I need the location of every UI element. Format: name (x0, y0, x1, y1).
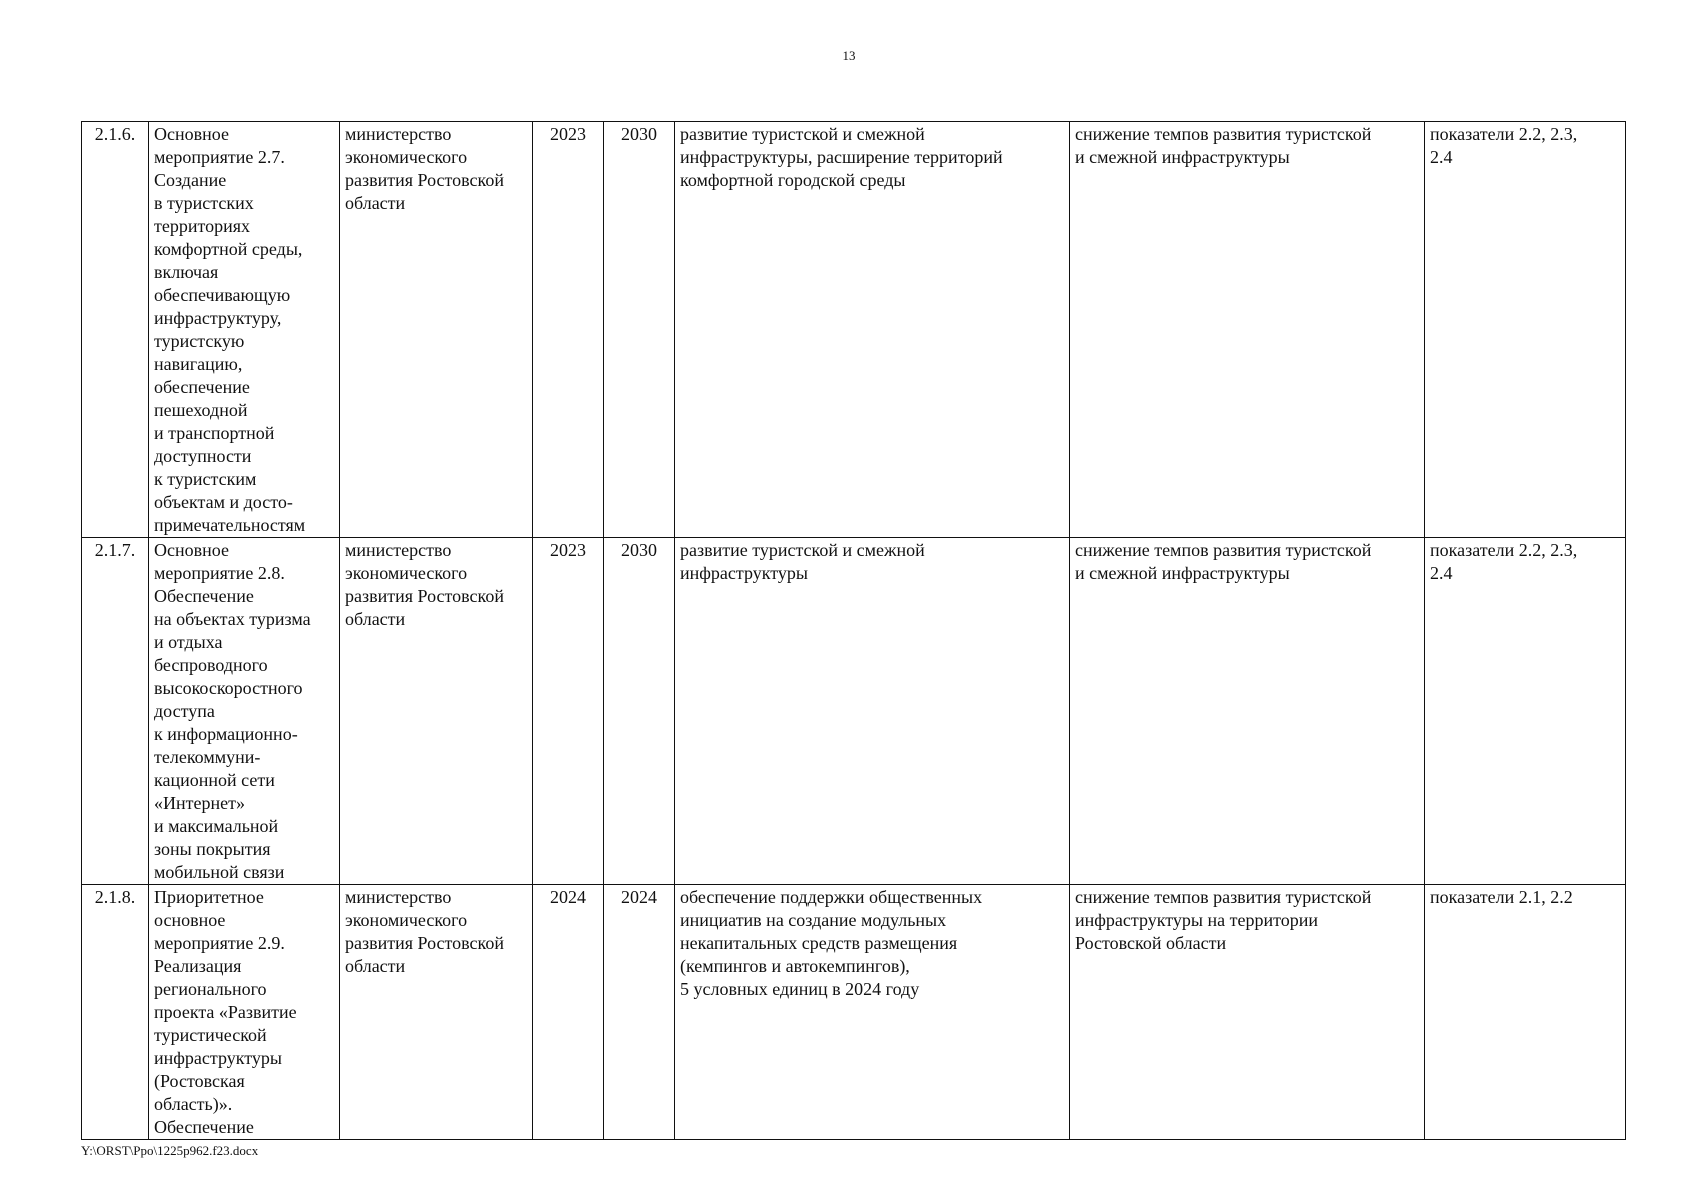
start-year: 2024 (533, 885, 604, 1140)
consequence: снижение темпов развития туристской инфраструктуры на территории Ростовской области (1070, 885, 1425, 1140)
row-number: 2.1.7. (82, 538, 149, 885)
executor: министерство экономического развития Ростовской области (340, 538, 533, 885)
consequence: снижение темпов развития туристской и смежной инфраструктуры (1070, 538, 1425, 885)
indicators: показатели 2.2, 2.3, 2.4 (1425, 538, 1626, 885)
expected-result: развитие туристской и смежной инфраструктуры (675, 538, 1070, 885)
measure-name: Приоритетное основное мероприятие 2.9. Реализация регионального проекта «Развитие туристической инфраструктуры (Ростовская область)». Обеспечение (149, 885, 340, 1140)
table-row (82, 885, 1626, 1140)
executor: министерство экономического развития Ростовской области (340, 122, 533, 538)
measures-table (81, 121, 1626, 1140)
expected-result: обеспечение поддержки общественных инициатив на создание модульных некапитальных средств размещения (кемпингов и автокемпингов), 5 условных единиц в 2024 году (675, 885, 1070, 1140)
end-year: 2030 (604, 538, 675, 885)
table-row (82, 122, 1626, 538)
consequence: снижение темпов развития туристской и смежной инфраструктуры (1070, 122, 1425, 538)
table-row (82, 538, 1626, 885)
end-year: 2030 (604, 122, 675, 538)
measure-name: Основное мероприятие 2.7. Создание в туристских территориях комфортной среды, включая обеспечивающую инфраструктуру, туристскую навигацию, обеспечение пешеходной и транспортной доступности к туристским объектам и досто- примечательностям (149, 122, 340, 538)
start-year: 2023 (533, 122, 604, 538)
executor: министерство экономического развития Ростовской области (340, 885, 533, 1140)
indicators: показатели 2.1, 2.2 (1425, 885, 1626, 1140)
page-number: 13 (842, 48, 856, 63)
file-path-footer: Y:\ORST\Ppo\1225p962.f23.docx (81, 1143, 259, 1158)
measure-name: Основное мероприятие 2.8. Обеспечение на объектах туризма и отдыха беспроводного высокоскоростного доступа к информационно- телекоммуни- кационной сети «Интернет» и максимальной зоны покрытия мобильной связи (149, 538, 340, 885)
indicators: показатели 2.2, 2.3, 2.4 (1425, 122, 1626, 538)
start-year: 2023 (533, 538, 604, 885)
row-number: 2.1.8. (82, 885, 149, 1140)
end-year: 2024 (604, 885, 675, 1140)
expected-result: развитие туристской и смежной инфраструктуры, расширение территорий комфортной городской среды (675, 122, 1070, 538)
row-number: 2.1.6. (82, 122, 149, 538)
